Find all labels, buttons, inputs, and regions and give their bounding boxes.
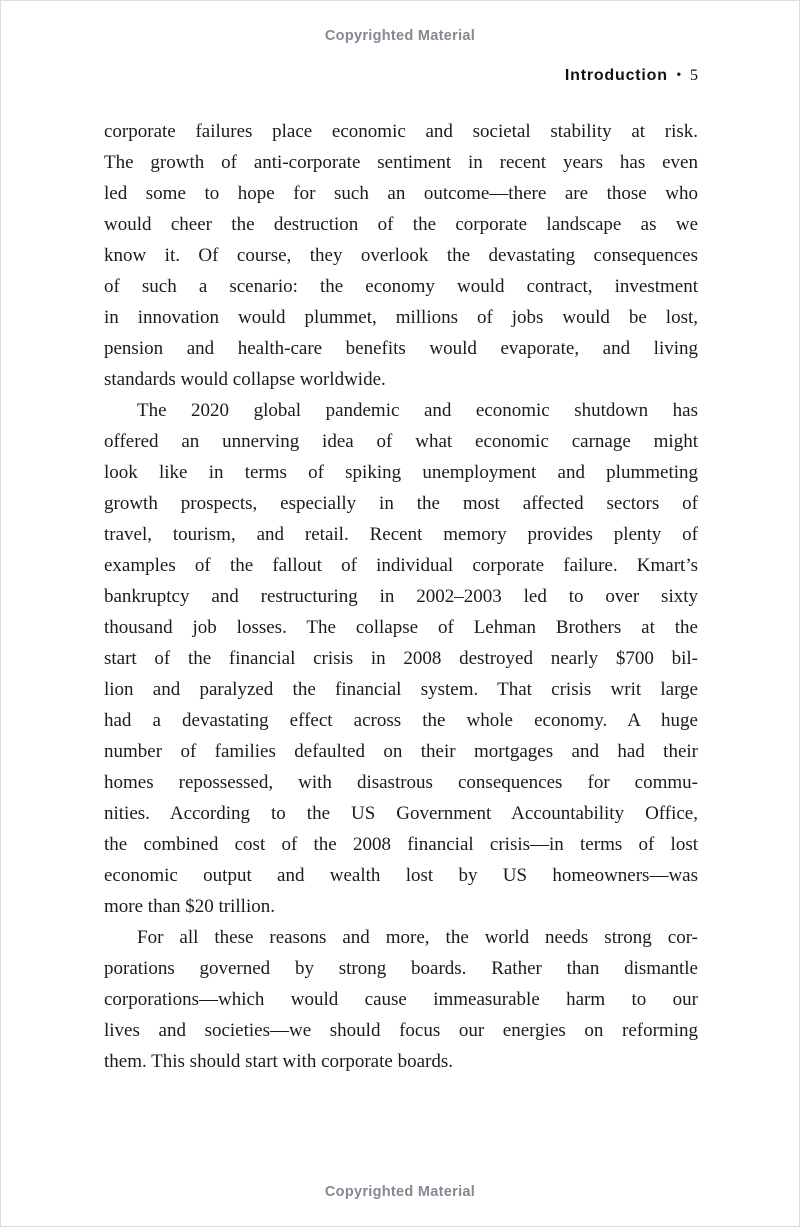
text-line: look like in terms of spiking unemployment and plummeting xyxy=(104,462,698,483)
text-line: examples of the fallout of individual corporate failure. Kmart’s xyxy=(104,555,698,576)
text-line: corporations—which would cause immeasurable harm to our xyxy=(104,989,698,1010)
text-line: would cheer the destruction of the corporate landscape as we xyxy=(104,214,698,235)
text-line: offered an unnerving idea of what economic carnage might xyxy=(104,431,698,452)
text-line: travel, tourism, and retail. Recent memory provides plenty of xyxy=(104,524,698,545)
text-line: corporate failures place economic and societal stability at risk. xyxy=(104,121,698,142)
body-text xyxy=(104,116,698,1077)
text-line: them. This should start with corporate boards. xyxy=(104,1051,453,1072)
text-line: number of families defaulted on their mortgages and had their xyxy=(104,741,698,762)
text-line: lives and societies—we should focus our energies on reforming xyxy=(104,1020,698,1041)
text-line: nities. According to the US Government Accountability Office, xyxy=(104,803,698,824)
text-line: homes repossessed, with disastrous consequences for commu- xyxy=(104,772,698,793)
copyright-banner-top: Copyrighted Material xyxy=(324,28,476,44)
text-line: in innovation would plummet, millions of jobs would be lost, xyxy=(104,307,698,328)
running-head-chapter: Introduction xyxy=(564,67,668,84)
text-line: growth prospects, especially in the most affected sectors of xyxy=(104,493,698,514)
copyright-banner-bottom: Copyrighted Material xyxy=(324,1184,476,1200)
running-head-page-number: 5 xyxy=(690,67,698,84)
text-line: porations governed by strong boards. Rather than dismantle xyxy=(104,958,698,979)
text-line: The growth of anti-corporate sentiment in recent years has even xyxy=(104,152,698,173)
text-line: more than $20 trillion. xyxy=(104,896,275,917)
running-head-separator-icon: • xyxy=(676,67,681,81)
text-line: bankruptcy and restructuring in 2002–2003 led to over sixty xyxy=(104,586,698,607)
text-line: the combined cost of the 2008 financial crisis—in terms of lost xyxy=(104,834,698,855)
running-head xyxy=(104,67,698,85)
text-line: led some to hope for such an outcome—there are those who xyxy=(104,183,698,204)
text-line: of such a scenario: the economy would contract, investment xyxy=(104,276,698,297)
text-line: The 2020 global pandemic and economic shutdown has xyxy=(137,400,698,421)
text-line: know it. Of course, they overlook the devastating consequences xyxy=(104,245,698,266)
text-line: standards would collapse worldwide. xyxy=(104,369,386,390)
text-line: thousand job losses. The collapse of Lehman Brothers at the xyxy=(104,617,698,638)
text-line: start of the financial crisis in 2008 destroyed nearly $700 bil- xyxy=(104,648,698,669)
text-line: economic output and wealth lost by US homeowners—was xyxy=(104,865,698,886)
text-line: pension and health-care benefits would evaporate, and living xyxy=(104,338,698,359)
text-line: For all these reasons and more, the world needs strong cor- xyxy=(137,927,698,948)
text-line: lion and paralyzed the financial system. That crisis writ large xyxy=(104,679,698,700)
text-line: had a devastating effect across the whole economy. A huge xyxy=(104,710,698,731)
